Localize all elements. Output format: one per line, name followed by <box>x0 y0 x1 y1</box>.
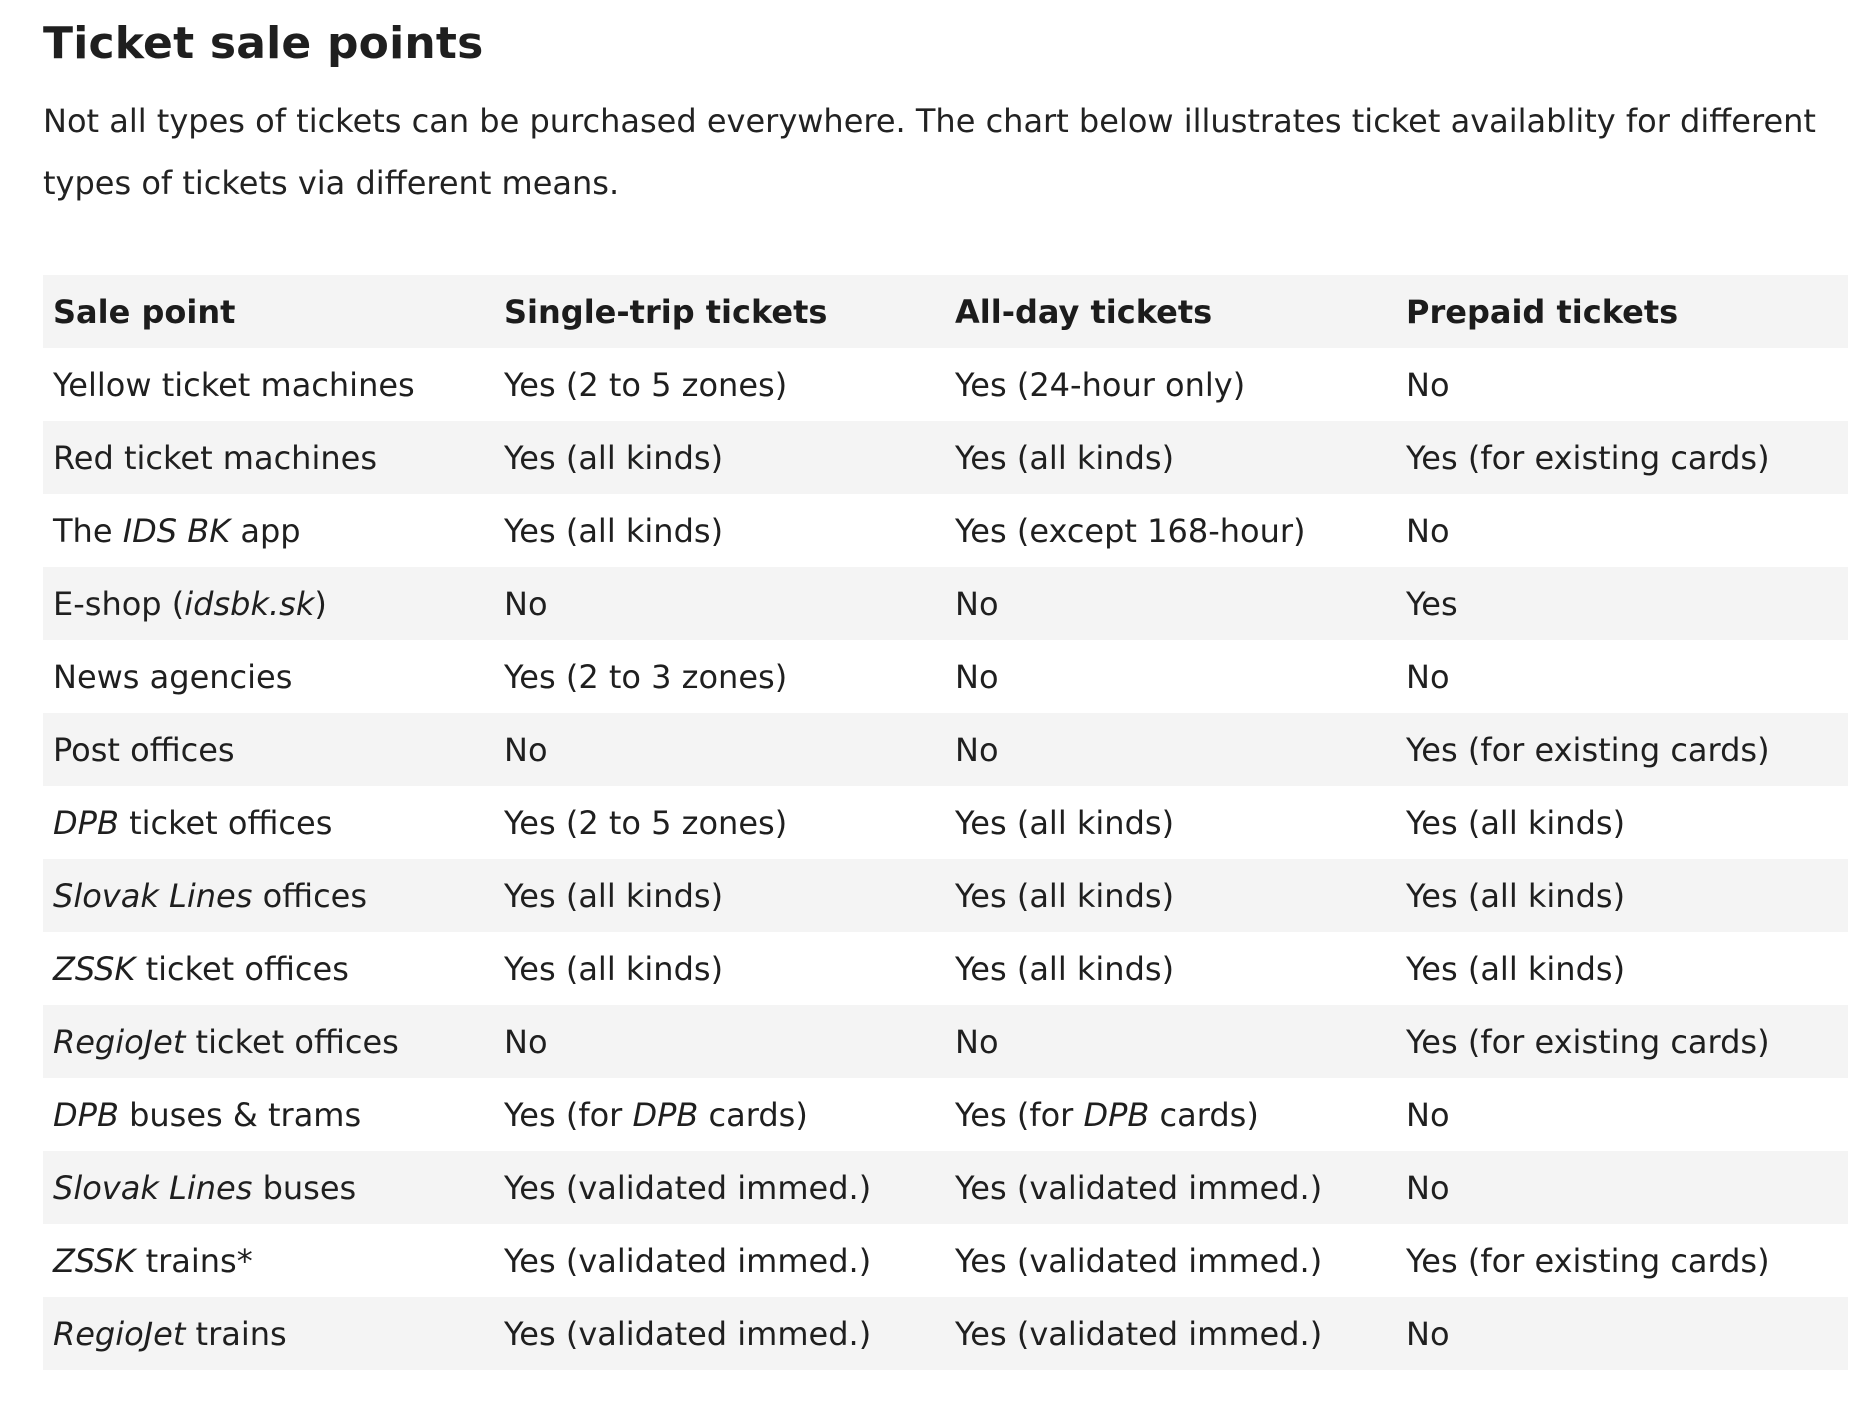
cell-text: Yes (2 to 5 zones) <box>504 365 788 404</box>
cell-prepaid <box>1396 1224 1848 1297</box>
cell-text: E-shop ( <box>53 584 185 623</box>
cell-all-day <box>945 1151 1396 1224</box>
cell-all-day <box>945 348 1396 421</box>
cell-prepaid <box>1396 1297 1848 1370</box>
header-all-day: All-day tickets <box>945 275 1396 348</box>
cell-text: cards) <box>1149 1095 1259 1134</box>
cell-sale-point <box>43 567 494 640</box>
cell-text: Yes (for existing cards) <box>1406 1022 1770 1061</box>
cell-text-italic: RegioJet <box>53 1022 186 1061</box>
cell-all-day <box>945 567 1396 640</box>
cell-sale-point <box>43 640 494 713</box>
cell-text-italic: DPB <box>1083 1095 1150 1134</box>
cell-sale-point <box>43 932 494 1005</box>
cell-all-day <box>945 1078 1396 1151</box>
cell-all-day <box>945 932 1396 1005</box>
table-row <box>43 932 1848 1005</box>
cell-text: No <box>1406 1314 1450 1353</box>
cell-all-day <box>945 640 1396 713</box>
cell-text: ticket offices <box>185 1022 399 1061</box>
cell-text: app <box>230 511 301 550</box>
cell-text: Yes (all kinds) <box>1406 803 1626 842</box>
cell-single-trip <box>494 859 945 932</box>
cell-text: Yes (all kinds) <box>1406 876 1626 915</box>
cell-all-day <box>945 421 1396 494</box>
table-row <box>43 1224 1848 1297</box>
cell-text: Yes (validated immed.) <box>504 1168 872 1207</box>
cell-sale-point <box>43 786 494 859</box>
cell-sale-point <box>43 1224 494 1297</box>
cell-prepaid <box>1396 494 1848 567</box>
cell-text: Yes <box>1406 584 1458 623</box>
cell-text: No <box>955 730 999 769</box>
cell-text: cards) <box>698 1095 808 1134</box>
cell-text: Yes (except 168-hour) <box>955 511 1306 550</box>
cell-text: ticket offices <box>118 803 333 842</box>
cell-text: The <box>53 511 123 550</box>
cell-prepaid <box>1396 932 1848 1005</box>
cell-text: No <box>955 1022 999 1061</box>
cell-sale-point <box>43 421 494 494</box>
cell-text: Yes (validated immed.) <box>955 1241 1323 1280</box>
table-body <box>43 348 1848 1370</box>
cell-prepaid <box>1396 859 1848 932</box>
cell-text: No <box>955 657 999 696</box>
cell-prepaid <box>1396 786 1848 859</box>
cell-text: No <box>1406 1095 1450 1134</box>
cell-text-italic: DPB <box>632 1095 699 1134</box>
cell-text-italic: ZSSK <box>53 1241 136 1280</box>
table-row <box>43 713 1848 786</box>
cell-text: Yes (for <box>504 1095 633 1134</box>
cell-prepaid <box>1396 640 1848 713</box>
cell-prepaid <box>1396 421 1848 494</box>
table-row <box>43 1151 1848 1224</box>
cell-text: Yellow ticket machines <box>53 365 415 404</box>
cell-single-trip <box>494 421 945 494</box>
cell-single-trip <box>494 786 945 859</box>
cell-text: Yes (for <box>955 1095 1084 1134</box>
cell-text-italic: RegioJet <box>53 1314 186 1353</box>
cell-text: Yes (24-hour only) <box>955 365 1246 404</box>
table-row <box>43 348 1848 421</box>
cell-prepaid <box>1396 713 1848 786</box>
cell-text: Yes (validated immed.) <box>955 1314 1323 1353</box>
cell-sale-point <box>43 1005 494 1078</box>
cell-text: Yes (for existing cards) <box>1406 1241 1770 1280</box>
table-row <box>43 1297 1848 1370</box>
table-row <box>43 1005 1848 1078</box>
table-row <box>43 786 1848 859</box>
cell-text: Yes (for existing cards) <box>1406 730 1770 769</box>
intro-paragraph: Not all types of tickets can be purchased everywhere. The chart below illustrates ticket availablity for different types of tickets via different means. <box>43 102 1816 202</box>
cell-all-day <box>945 1224 1396 1297</box>
cell-sale-point <box>43 494 494 567</box>
cell-text: No <box>1406 511 1450 550</box>
table-header-row <box>43 275 1848 348</box>
cell-all-day <box>945 713 1396 786</box>
cell-text: Yes (2 to 5 zones) <box>504 803 788 842</box>
cell-text: Yes (all kinds) <box>1406 949 1626 988</box>
cell-text: Post offices <box>53 730 235 769</box>
cell-text-italic: Slovak Lines <box>53 876 253 915</box>
cell-prepaid <box>1396 1005 1848 1078</box>
cell-text-italic: Slovak Lines <box>53 1168 253 1207</box>
cell-single-trip <box>494 1224 945 1297</box>
cell-single-trip <box>494 1297 945 1370</box>
cell-single-trip <box>494 932 945 1005</box>
table-row <box>43 494 1848 567</box>
header-prepaid: Prepaid tickets <box>1396 275 1848 348</box>
cell-text: News agencies <box>53 657 293 696</box>
table-row <box>43 567 1848 640</box>
cell-sale-point <box>43 859 494 932</box>
cell-text: Yes (all kinds) <box>955 803 1175 842</box>
cell-text: Yes (all kinds) <box>955 438 1175 477</box>
cell-text: No <box>504 1022 548 1061</box>
cell-text: Yes (all kinds) <box>504 511 724 550</box>
cell-text: ) <box>314 584 327 623</box>
cell-sale-point <box>43 1151 494 1224</box>
cell-sale-point <box>43 1078 494 1151</box>
cell-single-trip <box>494 1005 945 1078</box>
cell-text: No <box>1406 657 1450 696</box>
cell-text: No <box>1406 1168 1450 1207</box>
cell-single-trip <box>494 567 945 640</box>
cell-prepaid <box>1396 348 1848 421</box>
cell-single-trip <box>494 494 945 567</box>
cell-sale-point <box>43 1297 494 1370</box>
cell-text: offices <box>252 876 368 915</box>
cell-text: Yes (2 to 3 zones) <box>504 657 788 696</box>
cell-prepaid <box>1396 567 1848 640</box>
cell-text: No <box>504 730 548 769</box>
cell-text: Yes (validated immed.) <box>504 1314 872 1353</box>
cell-single-trip <box>494 1151 945 1224</box>
header-single-trip: Single-trip tickets <box>494 275 945 348</box>
cell-text: No <box>955 584 999 623</box>
cell-text-italic: DPB <box>53 1095 119 1134</box>
ticket-sale-points-table <box>43 275 1848 1370</box>
cell-text-italic: DPB <box>53 803 119 842</box>
cell-text: Yes (all kinds) <box>504 876 724 915</box>
table-row <box>43 640 1848 713</box>
cell-text: Yes (for existing cards) <box>1406 438 1770 477</box>
cell-all-day <box>945 786 1396 859</box>
cell-text: ticket offices <box>135 949 349 988</box>
cell-single-trip <box>494 1078 945 1151</box>
cell-text: Yes (all kinds) <box>955 949 1175 988</box>
cell-all-day <box>945 494 1396 567</box>
cell-single-trip <box>494 640 945 713</box>
cell-text: trains* <box>135 1241 253 1280</box>
table-row <box>43 421 1848 494</box>
header-sale-point: Sale point <box>43 275 494 348</box>
cell-text: Yes (validated immed.) <box>504 1241 872 1280</box>
table-row <box>43 1078 1848 1151</box>
cell-text: buses & trams <box>118 1095 362 1134</box>
page-title: Ticket sale points <box>43 18 484 69</box>
cell-text: No <box>504 584 548 623</box>
cell-all-day <box>945 1005 1396 1078</box>
cell-text: Yes (all kinds) <box>955 876 1175 915</box>
cell-sale-point <box>43 713 494 786</box>
cell-prepaid <box>1396 1078 1848 1151</box>
cell-single-trip <box>494 713 945 786</box>
cell-text-italic: IDS BK <box>122 511 231 550</box>
cell-text: Red ticket machines <box>53 438 377 477</box>
cell-single-trip <box>494 348 945 421</box>
cell-text-italic: idsbk.sk <box>184 584 315 623</box>
cell-text: Yes (validated immed.) <box>955 1168 1323 1207</box>
cell-text-italic: ZSSK <box>53 949 136 988</box>
cell-prepaid <box>1396 1151 1848 1224</box>
cell-text: Yes (all kinds) <box>504 949 724 988</box>
cell-all-day <box>945 859 1396 932</box>
cell-text: buses <box>252 1168 357 1207</box>
cell-text: trains <box>185 1314 287 1353</box>
cell-text: No <box>1406 365 1450 404</box>
cell-all-day <box>945 1297 1396 1370</box>
cell-sale-point <box>43 348 494 421</box>
table-row <box>43 859 1848 932</box>
cell-text: Yes (all kinds) <box>504 438 724 477</box>
